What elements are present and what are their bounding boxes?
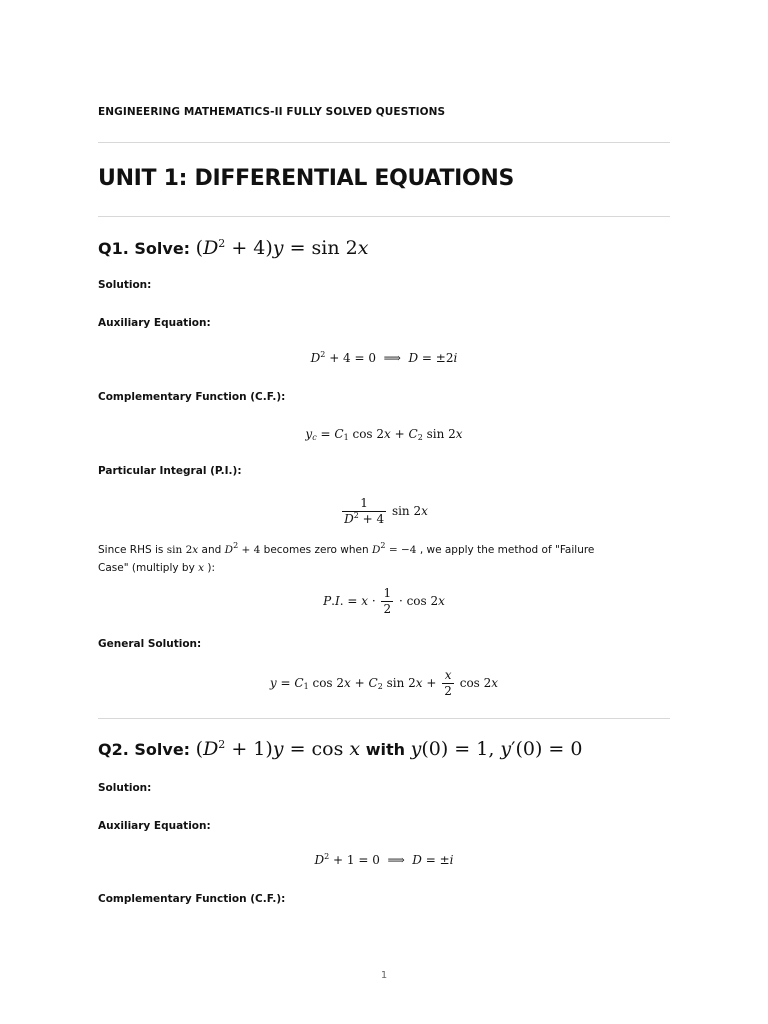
- complementary-function-label: Complementary Function (C.F.):: [98, 893, 286, 905]
- divider: [98, 718, 670, 719]
- page-number: 1: [380, 970, 388, 981]
- initial-conditions: y(0) = 1, y′(0) = 0: [410, 738, 583, 760]
- document-title: ENGINEERING MATHEMATICS-II FULLY SOLVED QUESTIONS: [98, 106, 446, 118]
- solution-label: Solution:: [98, 279, 152, 291]
- question-1-prefix: Q1. Solve:: [98, 239, 191, 258]
- fraction: $\frac{x}{2}$: [444, 668, 452, 698]
- with-word: with: [365, 740, 406, 759]
- fraction: $\frac{1}{D^2 + 4}$: [344, 496, 385, 526]
- general-solution-label: General Solution:: [98, 638, 202, 650]
- complementary-function-label: Complementary Function (C.F.):: [98, 391, 286, 403]
- failure-case-explanation: Since RHS is sin 2x and $D^2 + 4$ becomes zero when $D^2 = -4$ , we apply the method of "Failure Case" (multiply by x ):: [98, 541, 595, 574]
- question-2-equation: $(D^2 + 1)y = \cos x$: [195, 738, 361, 760]
- general-solution-equation: $y = C_1$ $\cos 2x + C_2$ sin 2x + $\frac{x}{2}$ cos 2x: [269, 668, 499, 698]
- unit-heading: UNIT 1: DIFFERENTIAL EQUATIONS: [98, 166, 515, 191]
- divider: [98, 142, 670, 143]
- particular-integral-equation: $\frac{1}{D^2 + 4}$ sin 2x: [344, 496, 428, 526]
- question-1-heading: [98, 237, 368, 259]
- solution-label: Solution:: [98, 782, 152, 794]
- fraction: $\frac{1}{2}$: [383, 586, 392, 616]
- particular-integral-label: Particular Integral (P.I.):: [98, 465, 242, 477]
- auxiliary-equation: $D^2 + 4 = 0$ ⟹ D = ±2i: [310, 350, 458, 365]
- particular-integral-result: P.I. = x · $\frac{1}{2}$ · cos 2x: [323, 586, 445, 616]
- divider: [98, 216, 670, 217]
- question-1-equation: $(D^2 + 4)y = \sin 2x$: [195, 237, 369, 259]
- auxiliary-equation-label: Auxiliary Equation:: [98, 820, 211, 832]
- question-2-prefix: Q2. Solve:: [98, 740, 191, 759]
- auxiliary-equation: $D^2 + 1 = 0$ ⟹ D = ±i: [314, 852, 454, 867]
- auxiliary-equation-label: Auxiliary Equation:: [98, 317, 211, 329]
- question-2-heading: [98, 738, 582, 760]
- complementary-function-equation: $y_c = C_1$ $\cos 2x + C_2$ sin 2x: [305, 427, 463, 442]
